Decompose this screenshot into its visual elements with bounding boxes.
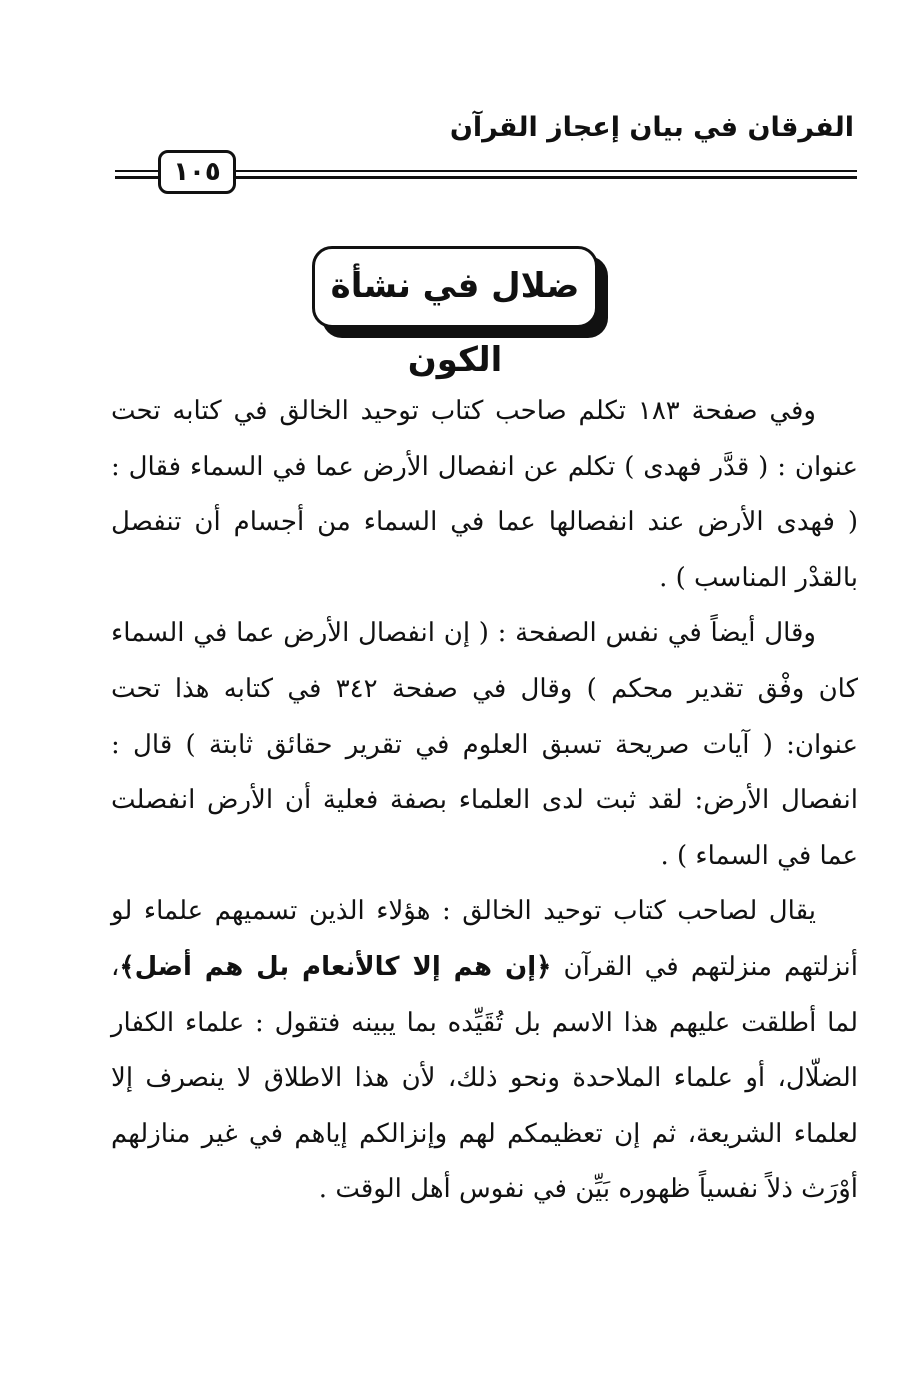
paragraph-3 (111, 884, 858, 1218)
paragraph-3-text-start: يقال لصاحب كتاب توحيد الخالق : هؤلاء الذين تسميهم علماء لو أنزلتهم منزلتهم في القرآن (111, 896, 859, 982)
paragraph-2: وقال أيضاً في نفس الصفحة : ( إن انفصال الأرض عما في السماء كان وفْق تقدير محكم ) وقال في صفحة ٣٤٢ في كتابه هذا تحت عنوان: ( آيات صريحة تسبق العلوم في تقرير حقائق ثابتة ) قال : انفصال الأرض: لقد ثبت لدى العلماء بصفة فعلية أن الأرض انفصلت عما في السماء ) . (111, 618, 858, 871)
page-number: ١٠٥ (158, 150, 236, 194)
body-text (111, 384, 858, 1218)
paragraph-3-text-end: ، لما أطلقت عليهم هذا الاسم بل تُقَيِّده بما يبينه فتقول : علماء الكفار الضلّال، أو علماء الملاحدة ونحو ذلك، لأن هذا الاطلاق لا ينصرف إلا لعلماء الشريعة، ثم إن تعظيمكم لهم وإنزالكم إياهم في غير منازلهم أوْرَث ذلاً نفسياً ظهوره بَيِّن في نفوس أهل الوقت . (111, 951, 858, 1205)
section-title: ضلال في نشأة الكون (312, 246, 598, 328)
running-header-title: الفرقان في بيان إعجاز القرآن (449, 112, 854, 143)
quran-verse-quote: ﴿إن هم إلا كالأنعام بل هم أضل﴾ (119, 951, 552, 982)
section-title-frame (312, 246, 608, 380)
paragraph-1: وفي صفحة ١٨٣ تكلم صاحب كتاب توحيد الخالق في كتابه تحت عنوان : ( قدَّر فهدى ) تكلم عن انفصال الأرض عما في السماء فقال : ( فهدى الأرض عند انفصالها عما في السماء من أجسام أن تنفصل بالقدْر المناسب ) . (111, 396, 858, 593)
